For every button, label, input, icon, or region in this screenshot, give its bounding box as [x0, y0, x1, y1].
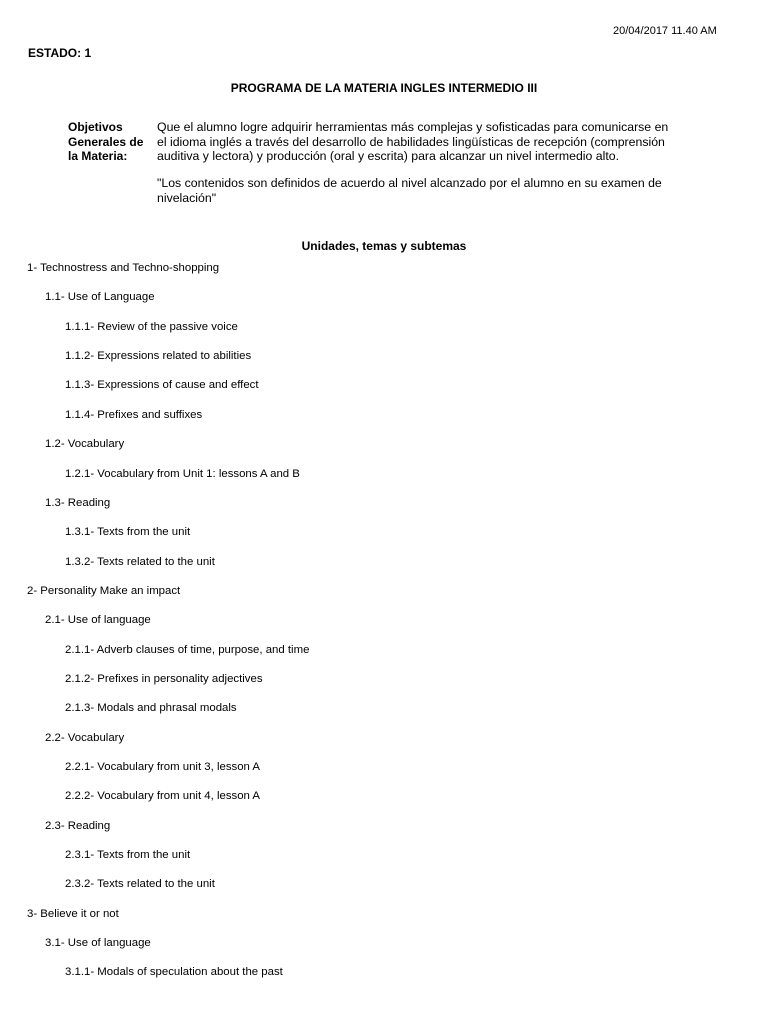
- unit-item: 3- Believe it or not: [27, 907, 119, 920]
- units-heading: Unidades, temas y subtemas: [301, 239, 467, 253]
- subtopic-item: 1.1.3- Expressions of cause and effect: [65, 379, 259, 392]
- subtopic-item: 1.1.1- Review of the passive voice: [65, 320, 238, 333]
- subtopic-item: 2.3.2- Texts related to the unit: [65, 878, 215, 891]
- topic-item: 2.1- Use of language: [45, 614, 151, 627]
- topic-item: 1.2- Vocabulary: [45, 438, 125, 451]
- objectives-text-line: Que el alumno logre adquirir herramientas más complejas y sofisticadas para comunicarse en: [157, 120, 669, 134]
- unit-item: 2- Personality Make an impact: [27, 584, 181, 597]
- topic-item: 3.1- Use of language: [45, 937, 151, 950]
- topic-item: 2.2- Vocabulary: [45, 731, 125, 744]
- objectives-note-line: "Los contenidos son definidos de acuerdo al nivel alcanzado por el alumno en su examen de: [157, 176, 662, 190]
- subtopic-item: 1.3.1- Texts from the unit: [65, 526, 191, 539]
- subtopic-item: 2.1.2- Prefixes in personality adjectives: [65, 672, 263, 685]
- unit-item: 1- Technostress and Techno-shopping: [27, 262, 220, 274]
- subtopic-item: 2.3.1- Texts from the unit: [65, 849, 191, 861]
- subtopic-item: 1.3.2- Texts related to the unit: [65, 555, 215, 568]
- objectives-note-line: nivelación": [157, 190, 217, 205]
- print-timestamp: 20/04/2017 11.40 AM: [613, 25, 717, 37]
- objectives-label-line: Objetivos: [68, 120, 123, 134]
- subtopic-item: 2.1.3- Modals and phrasal modals: [65, 702, 237, 715]
- estado-label: ESTADO: 1: [28, 46, 92, 60]
- subtopic-item: 1.2.1- Vocabulary from Unit 1: lessons A and B: [65, 467, 300, 480]
- subtopic-item: 1.1.4- Prefixes and suffixes: [65, 408, 203, 421]
- topic-item: 1.3- Reading: [45, 496, 111, 509]
- subtopic-item: 2.1.1- Adverb clauses of time, purpose, and time: [65, 643, 310, 656]
- page-title: PROGRAMA DE LA MATERIA INGLES INTERMEDIO III: [230, 81, 538, 95]
- subtopic-item: 2.2.2- Vocabulary from unit 4, lesson A: [65, 790, 261, 803]
- topic-item: 1.1- Use of Language: [45, 291, 155, 304]
- objectives-label-line: Generales de: [68, 134, 144, 149]
- subtopic-item: 1.1.2- Expressions related to abilities: [65, 350, 252, 363]
- objectives-text-line: auditiva y lectora) y producción (oral y escrita) para alcanzar un nivel intermedio alto.: [157, 149, 620, 163]
- subtopic-item: 2.2.1- Vocabulary from unit 3, lesson A: [65, 761, 261, 773]
- subtopic-item: 3.1.1- Modals of speculation about the past: [65, 966, 283, 979]
- topic-item: 2.3- Reading: [45, 819, 111, 832]
- objectives-label-line: la Materia:: [68, 149, 128, 163]
- objectives-text-line: el idioma inglés a través del desarrollo de habilidades lingüísticas de recepción (comprensión: [157, 134, 665, 149]
